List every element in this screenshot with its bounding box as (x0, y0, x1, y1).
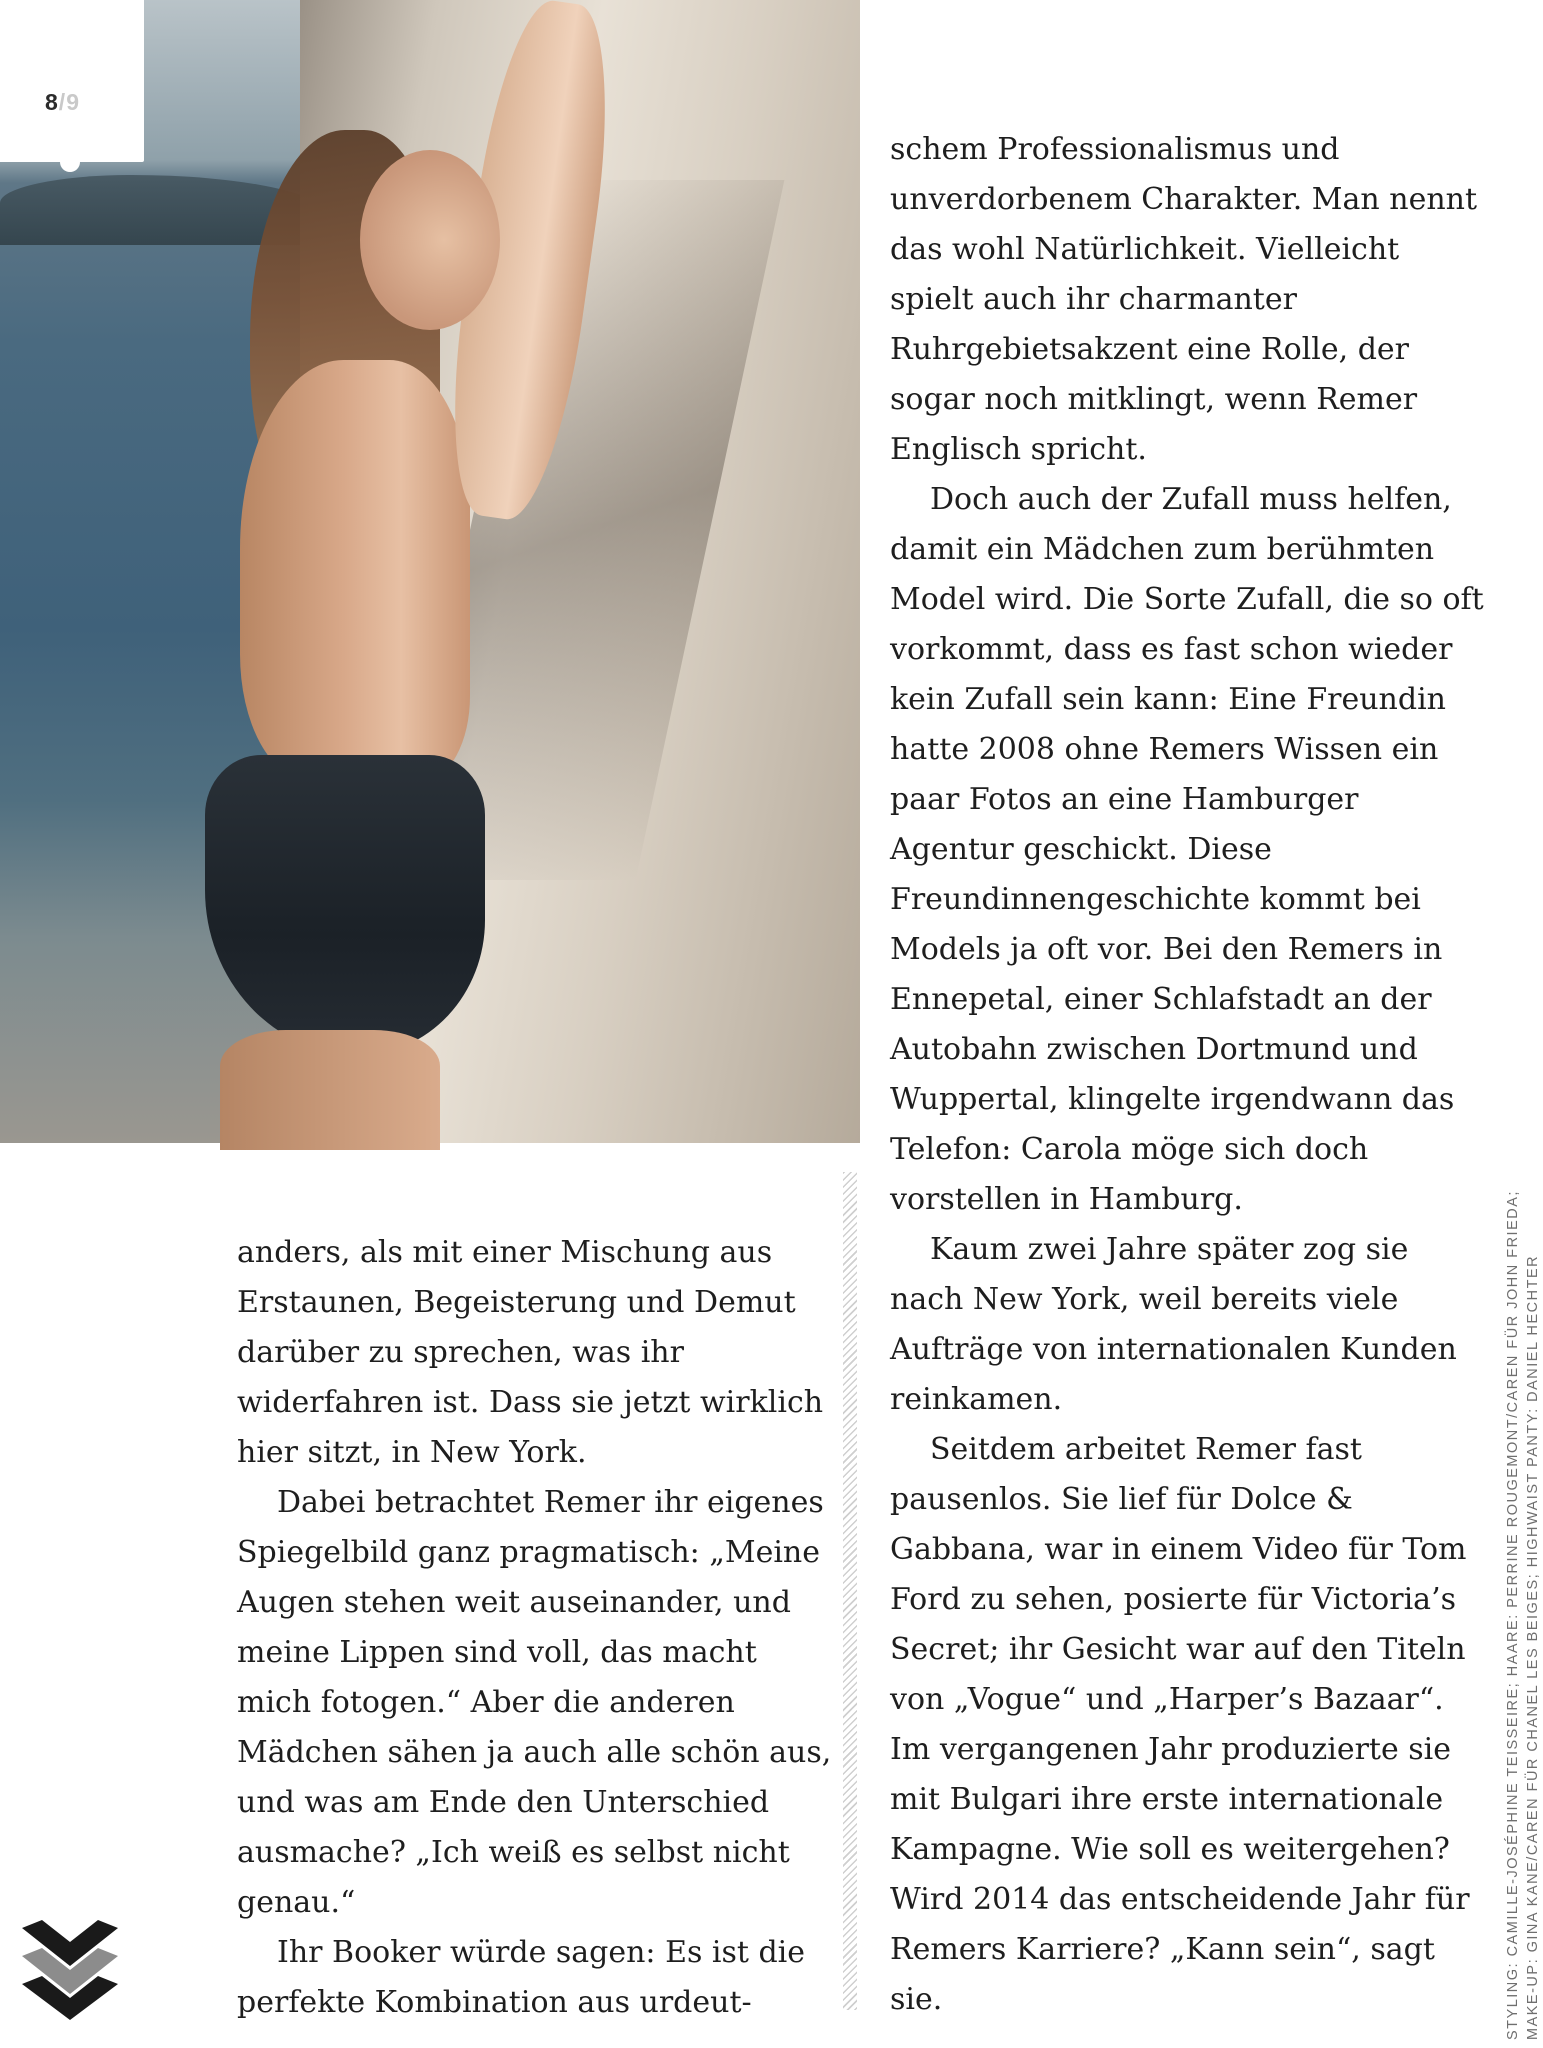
photo (0, 0, 858, 1143)
page-indicator-notch (60, 152, 80, 172)
paragraph: Dabei betrachtet Remer ihr eigenes Spiegelbild ganz pragmatisch: „Meine Augen stehen weit auseinander, und meine Lippen sind voll, das macht mich fotogen.“ Aber die anderen Mädchen sähen ja auch alle schön aus, und was am Ende den Unterschied ausmache? „Ich weiß es selbst nicht genau.“ (237, 1485, 832, 1920)
chevron-stack-logo-icon (22, 1920, 118, 2020)
photo-credits (1503, 1100, 1543, 2040)
page-separator: / (58, 89, 67, 115)
paragraph: Kaum zwei Jahre später zog sie nach New York, weil bereits viele Aufträge von internationalen Kunden reinkamen. (890, 1232, 1457, 1417)
paragraph: Ihr Booker würde sagen: Es ist die perfekte Kombination aus urdeut- (237, 1935, 806, 2020)
paragraph: Seitdem arbeitet Remer fast pausenlos. Sie lief für Dolce & Gabbana, war in einem Video für Tom Ford zu sehen, posierte für Victoria’s Secret; ihr Gesicht war auf den Titeln von „Vogue“ und „Harper’s Bazaar“. Im vergangenen Jahr produzierte sie mit Bulgari ihre erste internationale Kampagne. Wie soll es weitergehen? Wird 2014 das entscheidende Jahr für Remers Karriere? „Kann sein“, sagt sie. (890, 1432, 1470, 2017)
article-column-left (237, 1228, 837, 2028)
credits-line: MAKE-UP: GINA KANE/CAREN FÜR CHANEL LES BEIGES; HIGHWAIST PANTY: DANIEL HECHTER (1525, 1254, 1541, 2040)
photo-model-head (360, 150, 500, 330)
paragraph: schem Professionalismus und unverdorbenem Charakter. Man nennt das wohl Natürlichkeit. Vielleicht spielt auch ihr charmanter Ruhrgebietsakzent eine Rolle, der sogar noch mitklingt, wenn Remer Englisch spricht. (890, 132, 1478, 467)
photo-model-body (240, 360, 470, 780)
page-current: 8 (45, 89, 59, 115)
column-divider (843, 1172, 857, 2010)
credits-line: STYLING: CAMILLE-JOSÉPHINE TEISSEIRE; HAARE: PERRINE ROUGEMONT/CAREN FÜR JOHN FRIEDA; (1505, 1190, 1521, 2040)
paragraph: anders, als mit einer Mischung aus Erstaunen, Begeisterung und Demut darüber zu sprechen, was ihr widerfahren ist. Dass sie jetzt wirklich hier sitzt, in New York. (237, 1235, 824, 1470)
photo-garment (205, 755, 485, 1055)
page-number (45, 89, 80, 116)
photo-model-legs (220, 1030, 440, 1150)
page-total: 9 (66, 89, 80, 115)
page-indicator (0, 0, 144, 162)
article-column-right (890, 125, 1490, 2025)
paragraph: Doch auch der Zufall muss helfen, damit ein Mädchen zum berühmten Model wird. Die Sorte Zufall, die so oft vorkommt, dass es fast schon wieder kein Zufall sein kann: Eine Freundin hatte 2008 ohne Remers Wissen ein paar Fotos an eine Hamburger Agentur geschickt. Diese Freundinnengeschichte kommt bei Models ja oft vor. Bei den Remers in Ennepetal, einer Schlafstadt an der Autobahn zwischen Dortmund und Wuppertal, klingelte irgendwann das Telefon: Carola möge sich doch vorstellen in Hamburg. (890, 482, 1484, 1217)
